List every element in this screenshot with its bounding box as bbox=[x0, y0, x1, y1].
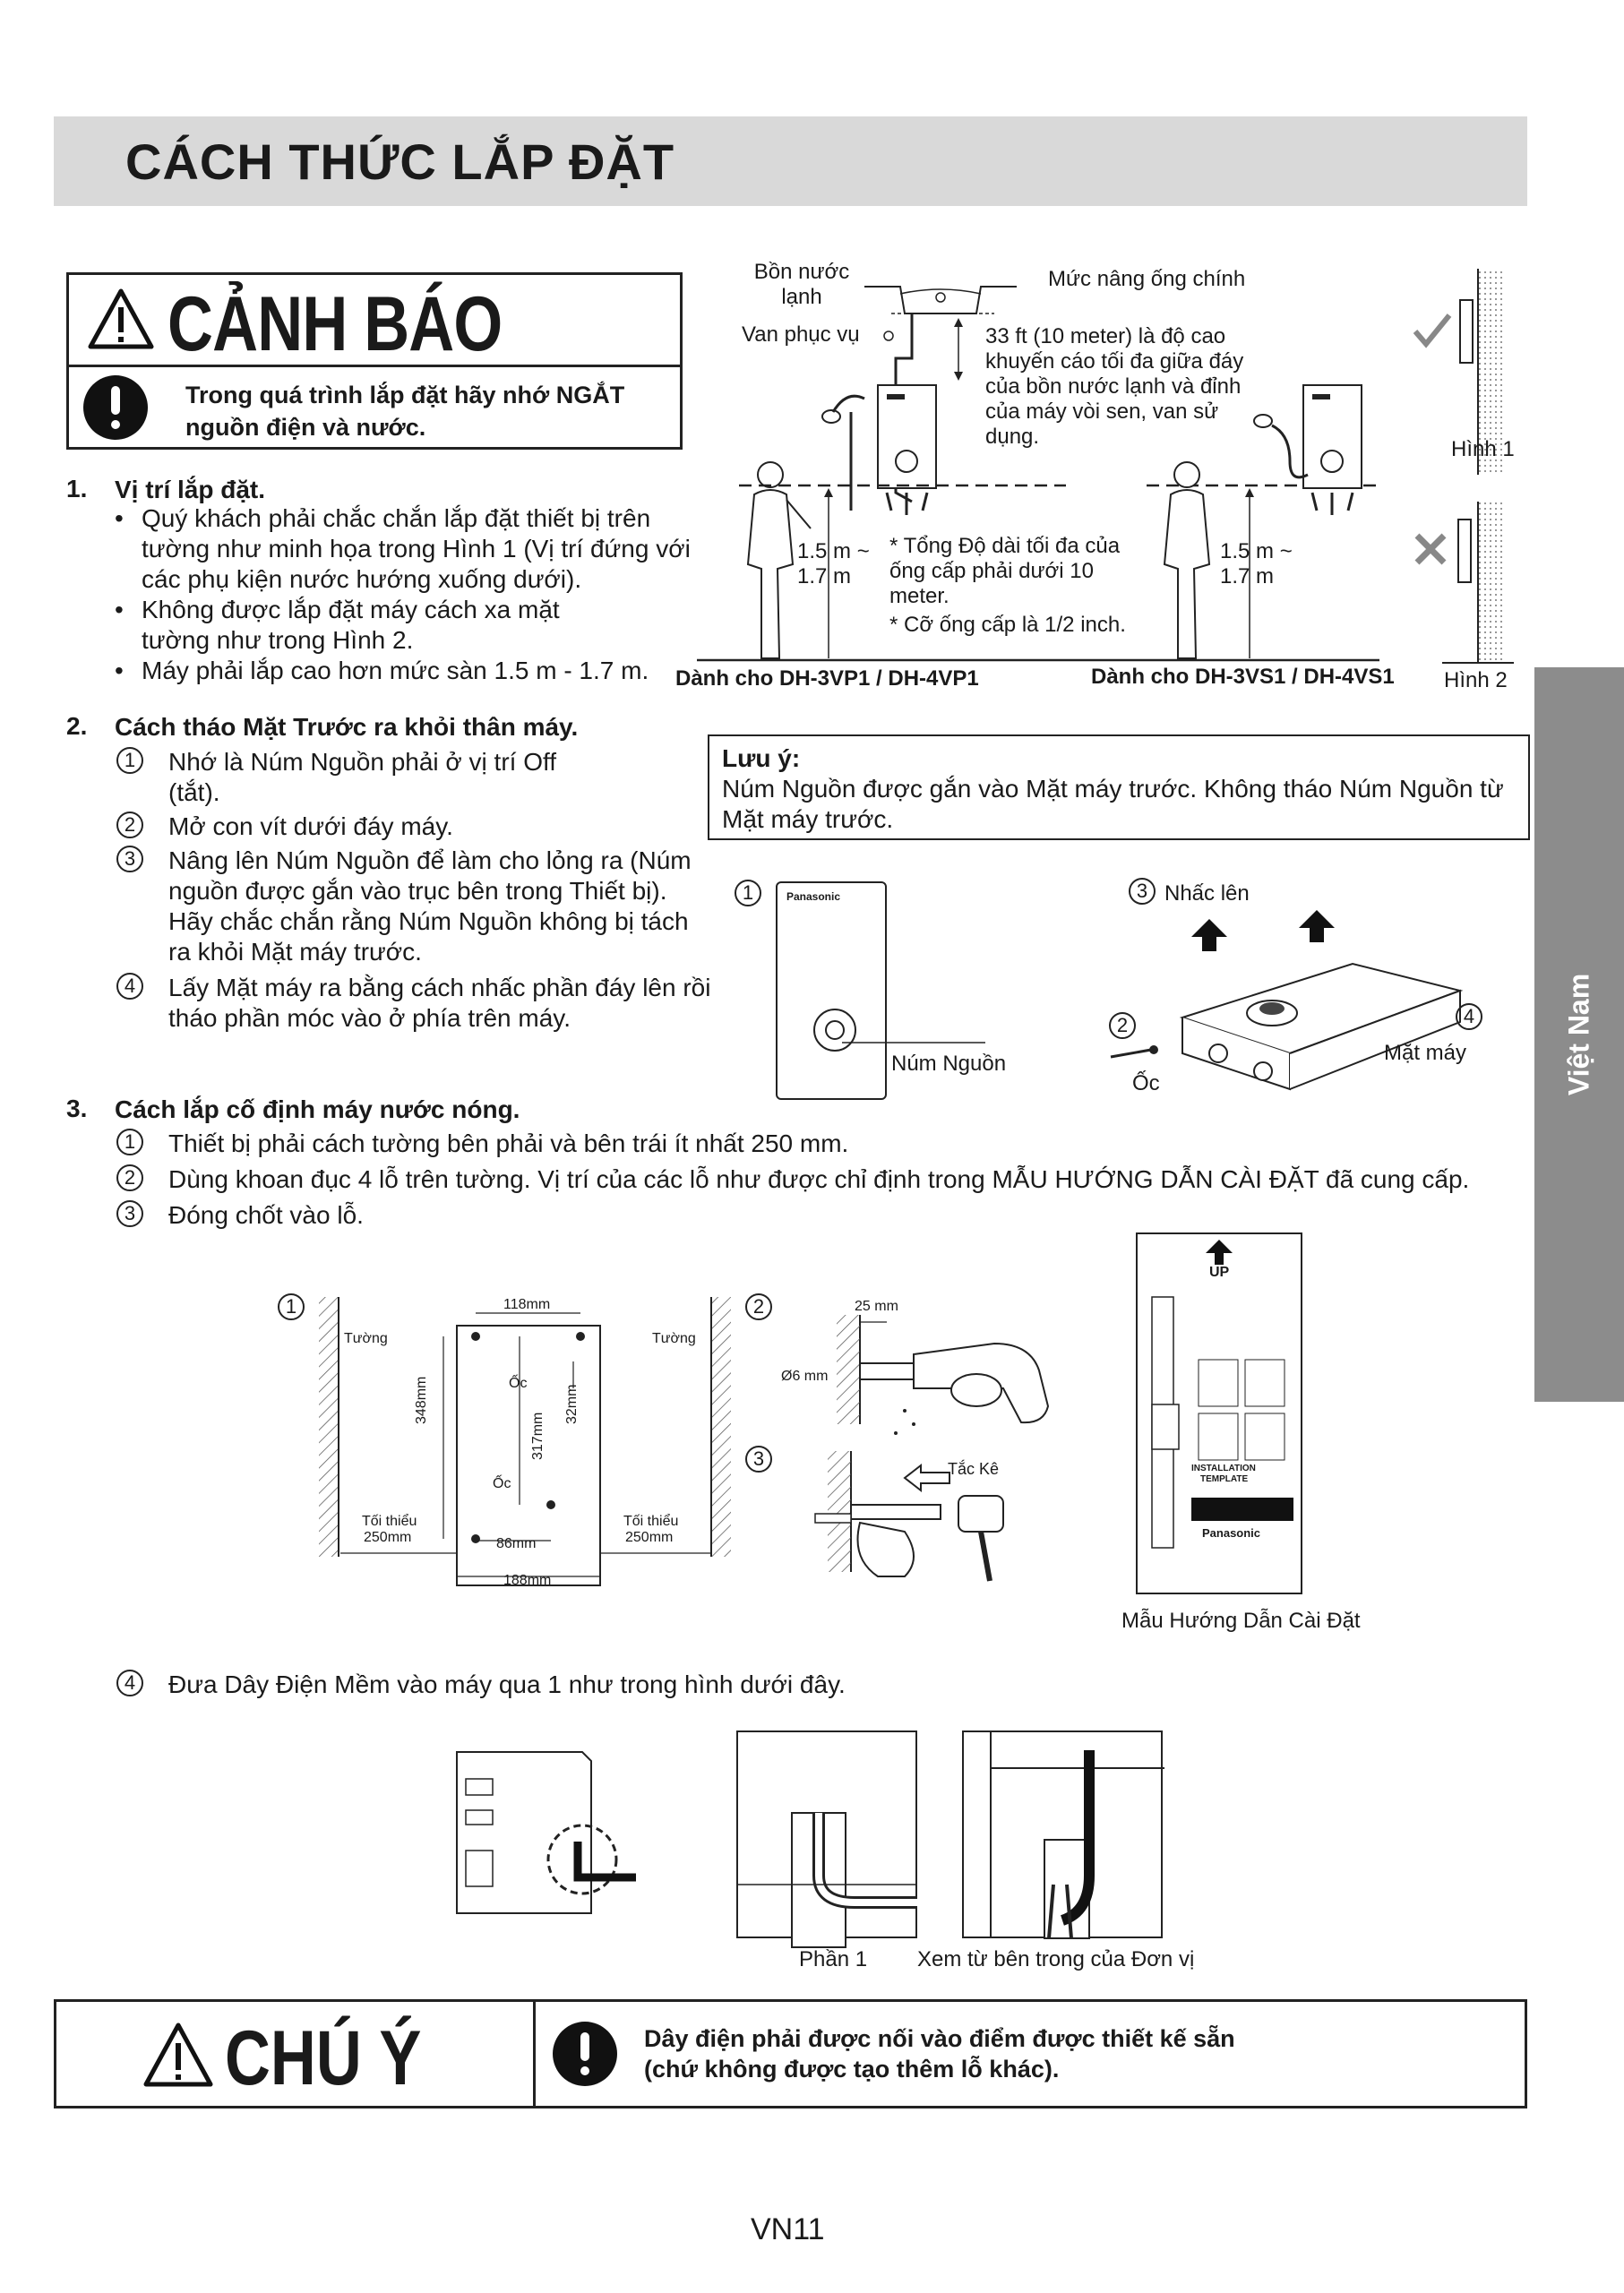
section3-step-2: Dùng khoan đục 4 lỗ trên tường. Vị trí của các lỗ như được chỉ định trong MẪU HƯỚNG DẪN CÀI ĐẶT đã cung cấp. bbox=[168, 1165, 1470, 1193]
language-tab bbox=[1534, 667, 1624, 1402]
warning-title: CẢNH BÁO bbox=[168, 281, 503, 367]
inside-view bbox=[962, 1730, 1163, 1938]
section2-title: Cách tháo Mặt Trước ra khỏi thân máy. bbox=[115, 713, 579, 741]
warning-text: Trong quá trình lắp đặt hãy nhớ NGẮT nguồn điện và nước. bbox=[185, 382, 625, 441]
knob-label: Núm Nguồn bbox=[891, 1052, 1007, 1076]
section3-step-4: Đưa Dây Điện Mềm vào máy qua 1 như trong hình dưới đây. bbox=[168, 1670, 846, 1698]
step-number: 2 bbox=[116, 812, 143, 838]
section2-step-1: Nhớ là Núm Nguồn phải ở vị trí Off (tắt). bbox=[168, 748, 557, 806]
section3-title: Cách lắp cố định máy nước nóng. bbox=[115, 1095, 520, 1123]
drill-drawing bbox=[743, 1290, 1102, 1585]
dim-86: 86mm bbox=[496, 1536, 537, 1551]
part1-detail bbox=[736, 1730, 917, 1938]
section1-number: 1. bbox=[66, 475, 88, 502]
tank-label: Bồn nước lạnh bbox=[753, 260, 850, 309]
inside-view-drawing bbox=[964, 1732, 1164, 1938]
drill-depth-label: 25 mm bbox=[855, 1299, 898, 1314]
page-number: VN11 bbox=[751, 2212, 825, 2246]
installation-template bbox=[1136, 1232, 1302, 1594]
step-number: 1 bbox=[116, 1129, 143, 1155]
screw-label: Ốc bbox=[1132, 1071, 1160, 1095]
cable-entry-figure bbox=[448, 1738, 1209, 1980]
step-number: 3 bbox=[116, 1200, 143, 1227]
note-text: Núm Nguồn được gắn vào Mặt máy trước. Không tháo Núm Nguồn từ Mặt máy trước. bbox=[722, 775, 1504, 833]
section3-step-3: Đóng chốt vào lỗ. bbox=[168, 1201, 364, 1229]
section1-title: Vị trí lắp đặt. bbox=[115, 476, 266, 503]
warning-box bbox=[66, 272, 683, 450]
list-item: • Máy phải lắp cao hơn mức sàn 1.5 m - 1.7 m. bbox=[115, 657, 649, 684]
section2-step-3: Nâng lên Núm Nguồn để làm cho lỏng ra (Núm nguồn được gắn vào trục bên trong Thiết bị). Hãy chắc chắn rằng Núm Nguồn không bị tách ra khỏi Mặt máy trước. bbox=[168, 846, 692, 966]
figure-step-2: 2 bbox=[1109, 1012, 1136, 1039]
template-up-label: UP bbox=[1209, 1265, 1230, 1280]
model-vs-label: Dành cho DH-3VS1 / DH-4VS1 bbox=[1091, 665, 1395, 689]
exclamation-icon bbox=[553, 2022, 617, 2086]
step-number: 4 bbox=[116, 1670, 143, 1696]
heater-back-drawing bbox=[448, 1743, 636, 1922]
warning-triangle-icon bbox=[142, 2022, 214, 2088]
part1-drawing bbox=[738, 1732, 917, 1938]
knob-leader-line bbox=[842, 1039, 1021, 1048]
page-header bbox=[54, 116, 1527, 206]
dim-118: 118mm bbox=[503, 1297, 551, 1312]
lift-label: Nhấc lên bbox=[1164, 881, 1250, 906]
installation-height-figure bbox=[672, 260, 1532, 699]
dim-348: 348mm bbox=[414, 1376, 429, 1424]
main-pipe-label: Mức nâng ống chính bbox=[1048, 267, 1246, 291]
model-vp-label: Dành cho DH-3VP1 / DH-4VP1 bbox=[675, 666, 979, 691]
language-tab-label: Việt Nam bbox=[1562, 973, 1595, 1096]
section3-step-1: Thiết bị phải cách tường bên phải và bên trái ít nhất 250 mm. bbox=[168, 1129, 849, 1157]
drill-diameter-label: Ø6 mm bbox=[781, 1369, 829, 1384]
caution-title: CHÚ Ý bbox=[225, 2015, 422, 2101]
template-caption: Mẫu Hướng Dẫn Cài Đặt bbox=[1121, 1609, 1361, 1633]
brand-label: Panasonic bbox=[786, 890, 841, 903]
drill-figure bbox=[743, 1290, 1102, 1585]
front-cover-figure bbox=[726, 869, 1523, 1102]
template-title-2: TEMPLATE bbox=[1200, 1474, 1249, 1484]
section2-step-4: Lấy Mặt máy ra bằng cách nhấc phần đáy lên rồi tháo phần móc vào ở phía trên máy. bbox=[168, 974, 711, 1032]
check-icon bbox=[1415, 315, 1449, 344]
list-item: • Không được lắp đặt máy cách xa mặt tường như trong Hình 2. bbox=[115, 596, 560, 654]
heater-front bbox=[776, 881, 887, 1100]
min-left-2: 250mm bbox=[364, 1530, 412, 1545]
height-range-left-1: 1.5 m ~ bbox=[797, 539, 870, 563]
mounting-dimensions-figure bbox=[269, 1290, 735, 1594]
height-range-right-2: 1.7 m bbox=[1220, 564, 1275, 588]
figure1-label: Hình 1 bbox=[1451, 437, 1515, 461]
note-box bbox=[708, 734, 1530, 840]
page-title: CÁCH THỨC LẮP ĐẶT bbox=[125, 133, 675, 190]
template-brand: Panasonic bbox=[1202, 1526, 1261, 1540]
figure-step-2: 2 bbox=[745, 1293, 772, 1320]
figure-step-4: 4 bbox=[1456, 1003, 1482, 1030]
template-title-1: INSTALLATION bbox=[1191, 1464, 1256, 1473]
dim-188: 188mm bbox=[503, 1573, 552, 1588]
section3-number: 3. bbox=[66, 1095, 88, 1122]
step-number: 1 bbox=[116, 747, 143, 774]
list-item: • Quý khách phải chắc chắn lắp đặt thiết bị trên tường như minh họa trong Hình 1 (Vị trí đứng với các phụ kiện nước hướng xuống dưới). bbox=[115, 504, 691, 593]
caution-text: Dây điện phải được nối vào điểm được thiết kế sẵn (chứ không được tạo thêm lỗ khác). bbox=[644, 2025, 1235, 2083]
caution-box bbox=[54, 1999, 1527, 2108]
dim-32: 32mm bbox=[564, 1384, 580, 1424]
figure-step-1: 1 bbox=[278, 1293, 305, 1320]
dim-317: 317mm bbox=[530, 1412, 546, 1460]
height-range-right-1: 1.5 m ~ bbox=[1220, 539, 1293, 563]
figure2-label: Hình 2 bbox=[1444, 668, 1508, 692]
plug-label: Tắc Kê bbox=[948, 1460, 1000, 1478]
part1-label: Phần 1 bbox=[799, 1947, 868, 1971]
pipe-note-2: * Cỡ ống cấp là 1/2 inch. bbox=[889, 613, 1126, 637]
valve-label: Van phục vụ bbox=[742, 322, 860, 347]
note-title: Lưu ý: bbox=[722, 744, 801, 772]
pipe-note-1: * Tổng Độ dài tối đa của ống cấp phải dưới 10 meter. bbox=[889, 534, 1121, 608]
min-right-1: Tối thiểu bbox=[623, 1514, 679, 1529]
cover-label: Mặt máy bbox=[1384, 1041, 1467, 1065]
screw-top-label: Ốc bbox=[509, 1376, 528, 1391]
wall-left-label: Tường bbox=[344, 1331, 388, 1346]
min-left-1: Tối thiểu bbox=[362, 1514, 417, 1529]
up-arrow-icon bbox=[1206, 1240, 1233, 1267]
wall-right-label: Tường bbox=[652, 1331, 696, 1346]
warning-triangle-icon bbox=[87, 288, 155, 350]
figure-step-3: 3 bbox=[1129, 878, 1156, 905]
figure-step-3: 3 bbox=[745, 1446, 772, 1473]
cross-icon bbox=[1417, 536, 1444, 563]
inside-view-label: Xem từ bên trong của Đơn vị bbox=[917, 1947, 1195, 1971]
exclamation-icon bbox=[83, 375, 148, 440]
figure-step-1: 1 bbox=[735, 880, 761, 906]
step-number: 4 bbox=[116, 973, 143, 1000]
section2-step-2: Mở con vít dưới đáy máy. bbox=[168, 812, 453, 840]
section1-list bbox=[115, 503, 706, 686]
step-number: 2 bbox=[116, 1164, 143, 1191]
height-range-left-2: 1.7 m bbox=[797, 564, 852, 588]
step-number: 3 bbox=[116, 846, 143, 872]
screw-bottom-label: Ốc bbox=[493, 1476, 511, 1491]
section2-number: 2. bbox=[66, 712, 88, 740]
height-note: 33 ft (10 meter) là độ cao khuyến cáo tối đa giữa đáy của bồn nước lạnh và đỉnh của máy vòi sen, van sử dụng. bbox=[985, 324, 1244, 449]
min-right-2: 250mm bbox=[625, 1530, 674, 1545]
